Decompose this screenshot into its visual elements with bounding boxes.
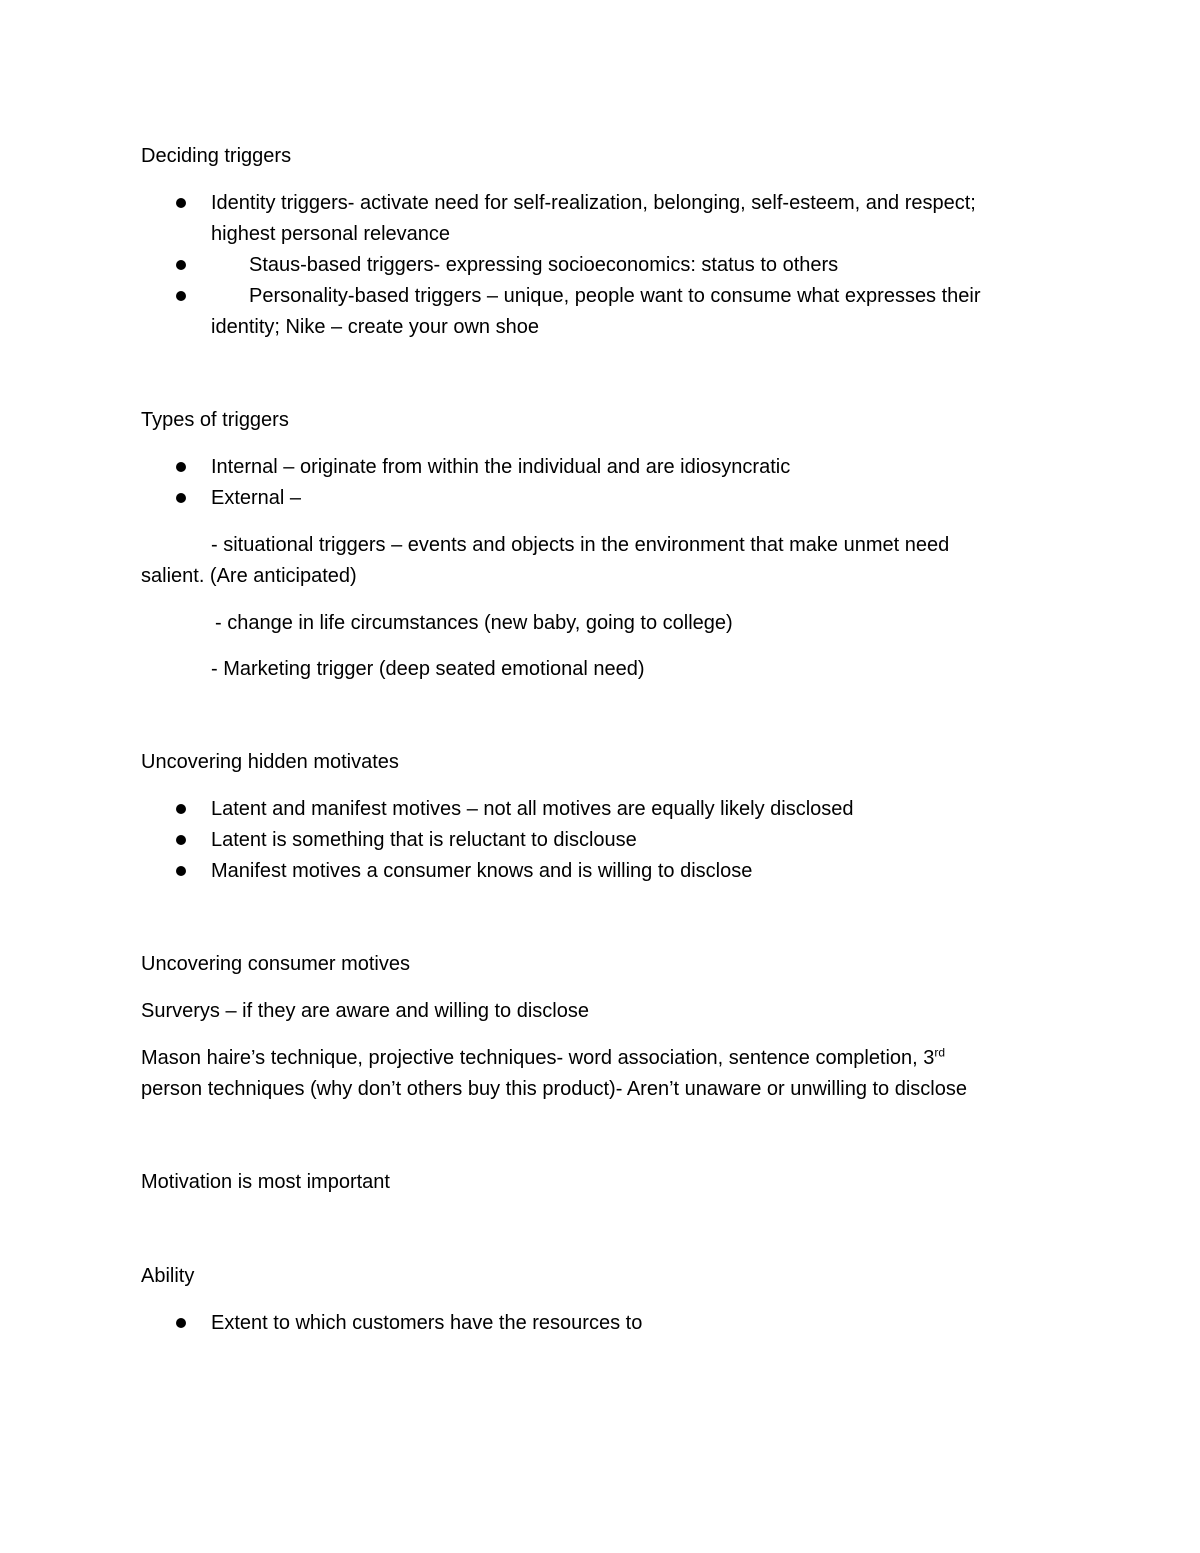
section-heading-uncovering-consumer-motives: Uncovering consumer motives: [141, 953, 410, 975]
sub-item: - situational triggers – events and objects in the environment that make unmet need: [211, 534, 950, 556]
paragraph: [141, 1043, 945, 1074]
bullet-icon: [176, 1318, 186, 1328]
list-item: External –: [211, 487, 302, 509]
bullet-icon: [176, 291, 186, 301]
sub-item-continuation: salient. (Are anticipated): [141, 565, 357, 587]
paragraph-text: Mason haire’s technique, projective techniques- word association, sentence completion, 3: [141, 1047, 935, 1069]
list-item: Internal – originate from within the individual and are idiosyncratic: [211, 456, 791, 478]
list-item: Latent is something that is reluctant to disclouse: [211, 829, 637, 851]
section-heading-motivation: Motivation is most important: [141, 1171, 390, 1193]
list-item: Personality-based triggers – unique, people want to consume what expresses their: [249, 285, 981, 307]
list-item: Extent to which customers have the resources to: [211, 1312, 643, 1334]
list-item: Staus-based triggers- expressing socioeconomics: status to others: [249, 254, 839, 276]
sub-item: - change in life circumstances (new baby, going to college): [215, 612, 733, 634]
section-heading-uncovering-hidden-motivates: Uncovering hidden motivates: [141, 751, 399, 773]
section-heading-deciding-triggers: Deciding triggers: [141, 145, 292, 167]
paragraph: Surverys – if they are aware and willing to disclose: [141, 1000, 589, 1022]
bullet-icon: [176, 462, 186, 472]
bullet-icon: [176, 260, 186, 270]
section-heading-ability: Ability: [141, 1265, 195, 1287]
list-item: Manifest motives a consumer knows and is willing to disclose: [211, 860, 753, 882]
sub-item: - Marketing trigger (deep seated emotional need): [211, 658, 645, 680]
superscript: rd: [934, 1045, 946, 1060]
section-heading-types-of-triggers: Types of triggers: [141, 409, 289, 431]
bullet-icon: [176, 866, 186, 876]
bullet-icon: [176, 198, 186, 208]
bullet-icon: [176, 835, 186, 845]
bullet-icon: [176, 493, 186, 503]
list-item: Latent and manifest motives – not all motives are equally likely disclosed: [211, 798, 854, 820]
list-item: Identity triggers- activate need for self-realization, belonging, self-esteem, and respect;: [211, 192, 976, 214]
list-item-continuation: highest personal relevance: [211, 223, 451, 245]
paragraph-continuation: person techniques (why don’t others buy this product)- Aren’t unaware or unwilling to disclose: [141, 1078, 967, 1100]
list-item-continuation: identity; Nike – create your own shoe: [211, 316, 539, 338]
bullet-icon: [176, 804, 186, 814]
